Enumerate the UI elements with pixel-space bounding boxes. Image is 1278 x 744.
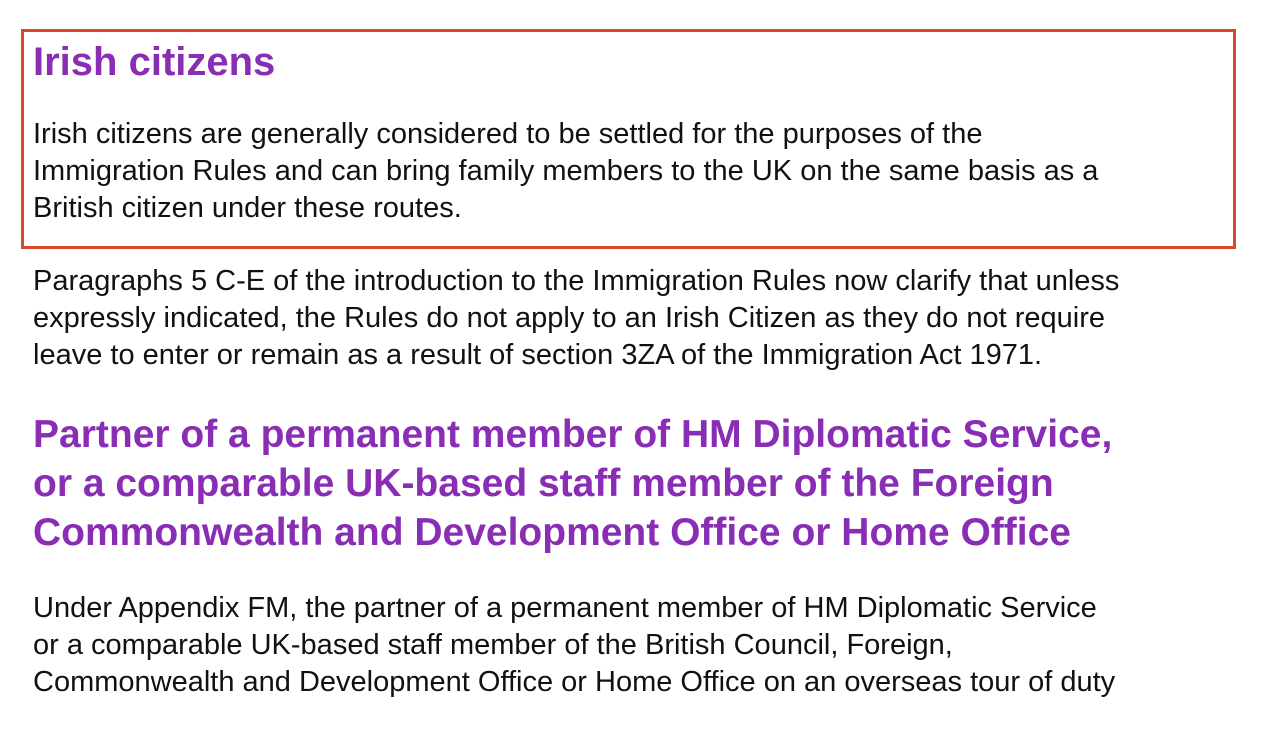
paragraph-rules-clarification	[33, 263, 1253, 374]
paragraph-appendix-fm	[33, 590, 1253, 701]
paragraph-line: British citizen under these routes.	[33, 192, 462, 224]
paragraph-line: Under Appendix FM, the partner of a permanent member of HM Diplomatic Service	[33, 592, 1097, 624]
heading-line: or a comparable UK-based staff member of the Foreign	[33, 462, 1054, 505]
paragraph-line: or a comparable UK-based staff member of the British Council, Foreign,	[33, 629, 953, 661]
section-heading-irish-citizens: Irish citizens	[33, 40, 276, 84]
heading-line: Commonwealth and Development Office or Home Office	[33, 511, 1071, 554]
paragraph-line: leave to enter or remain as a result of section 3ZA of the Immigration Act 1971.	[33, 339, 1043, 371]
paragraph-line: Immigration Rules and can bring family members to the UK on the same basis as a	[33, 155, 1099, 187]
heading-line: Partner of a permanent member of HM Diplomatic Service,	[33, 413, 1113, 456]
section-heading-diplomatic-partner	[33, 410, 1253, 557]
paragraph-line: Irish citizens are generally considered to be settled for the purposes of the	[33, 118, 983, 150]
paragraph-line: Commonwealth and Development Office or Home Office on an overseas tour of duty	[33, 666, 1116, 698]
paragraph-line: Paragraphs 5 C-E of the introduction to the Immigration Rules now clarify that unless	[33, 265, 1120, 297]
paragraph-line: expressly indicated, the Rules do not apply to an Irish Citizen as they do not require	[33, 302, 1105, 334]
paragraph-irish-citizens	[33, 116, 1223, 227]
